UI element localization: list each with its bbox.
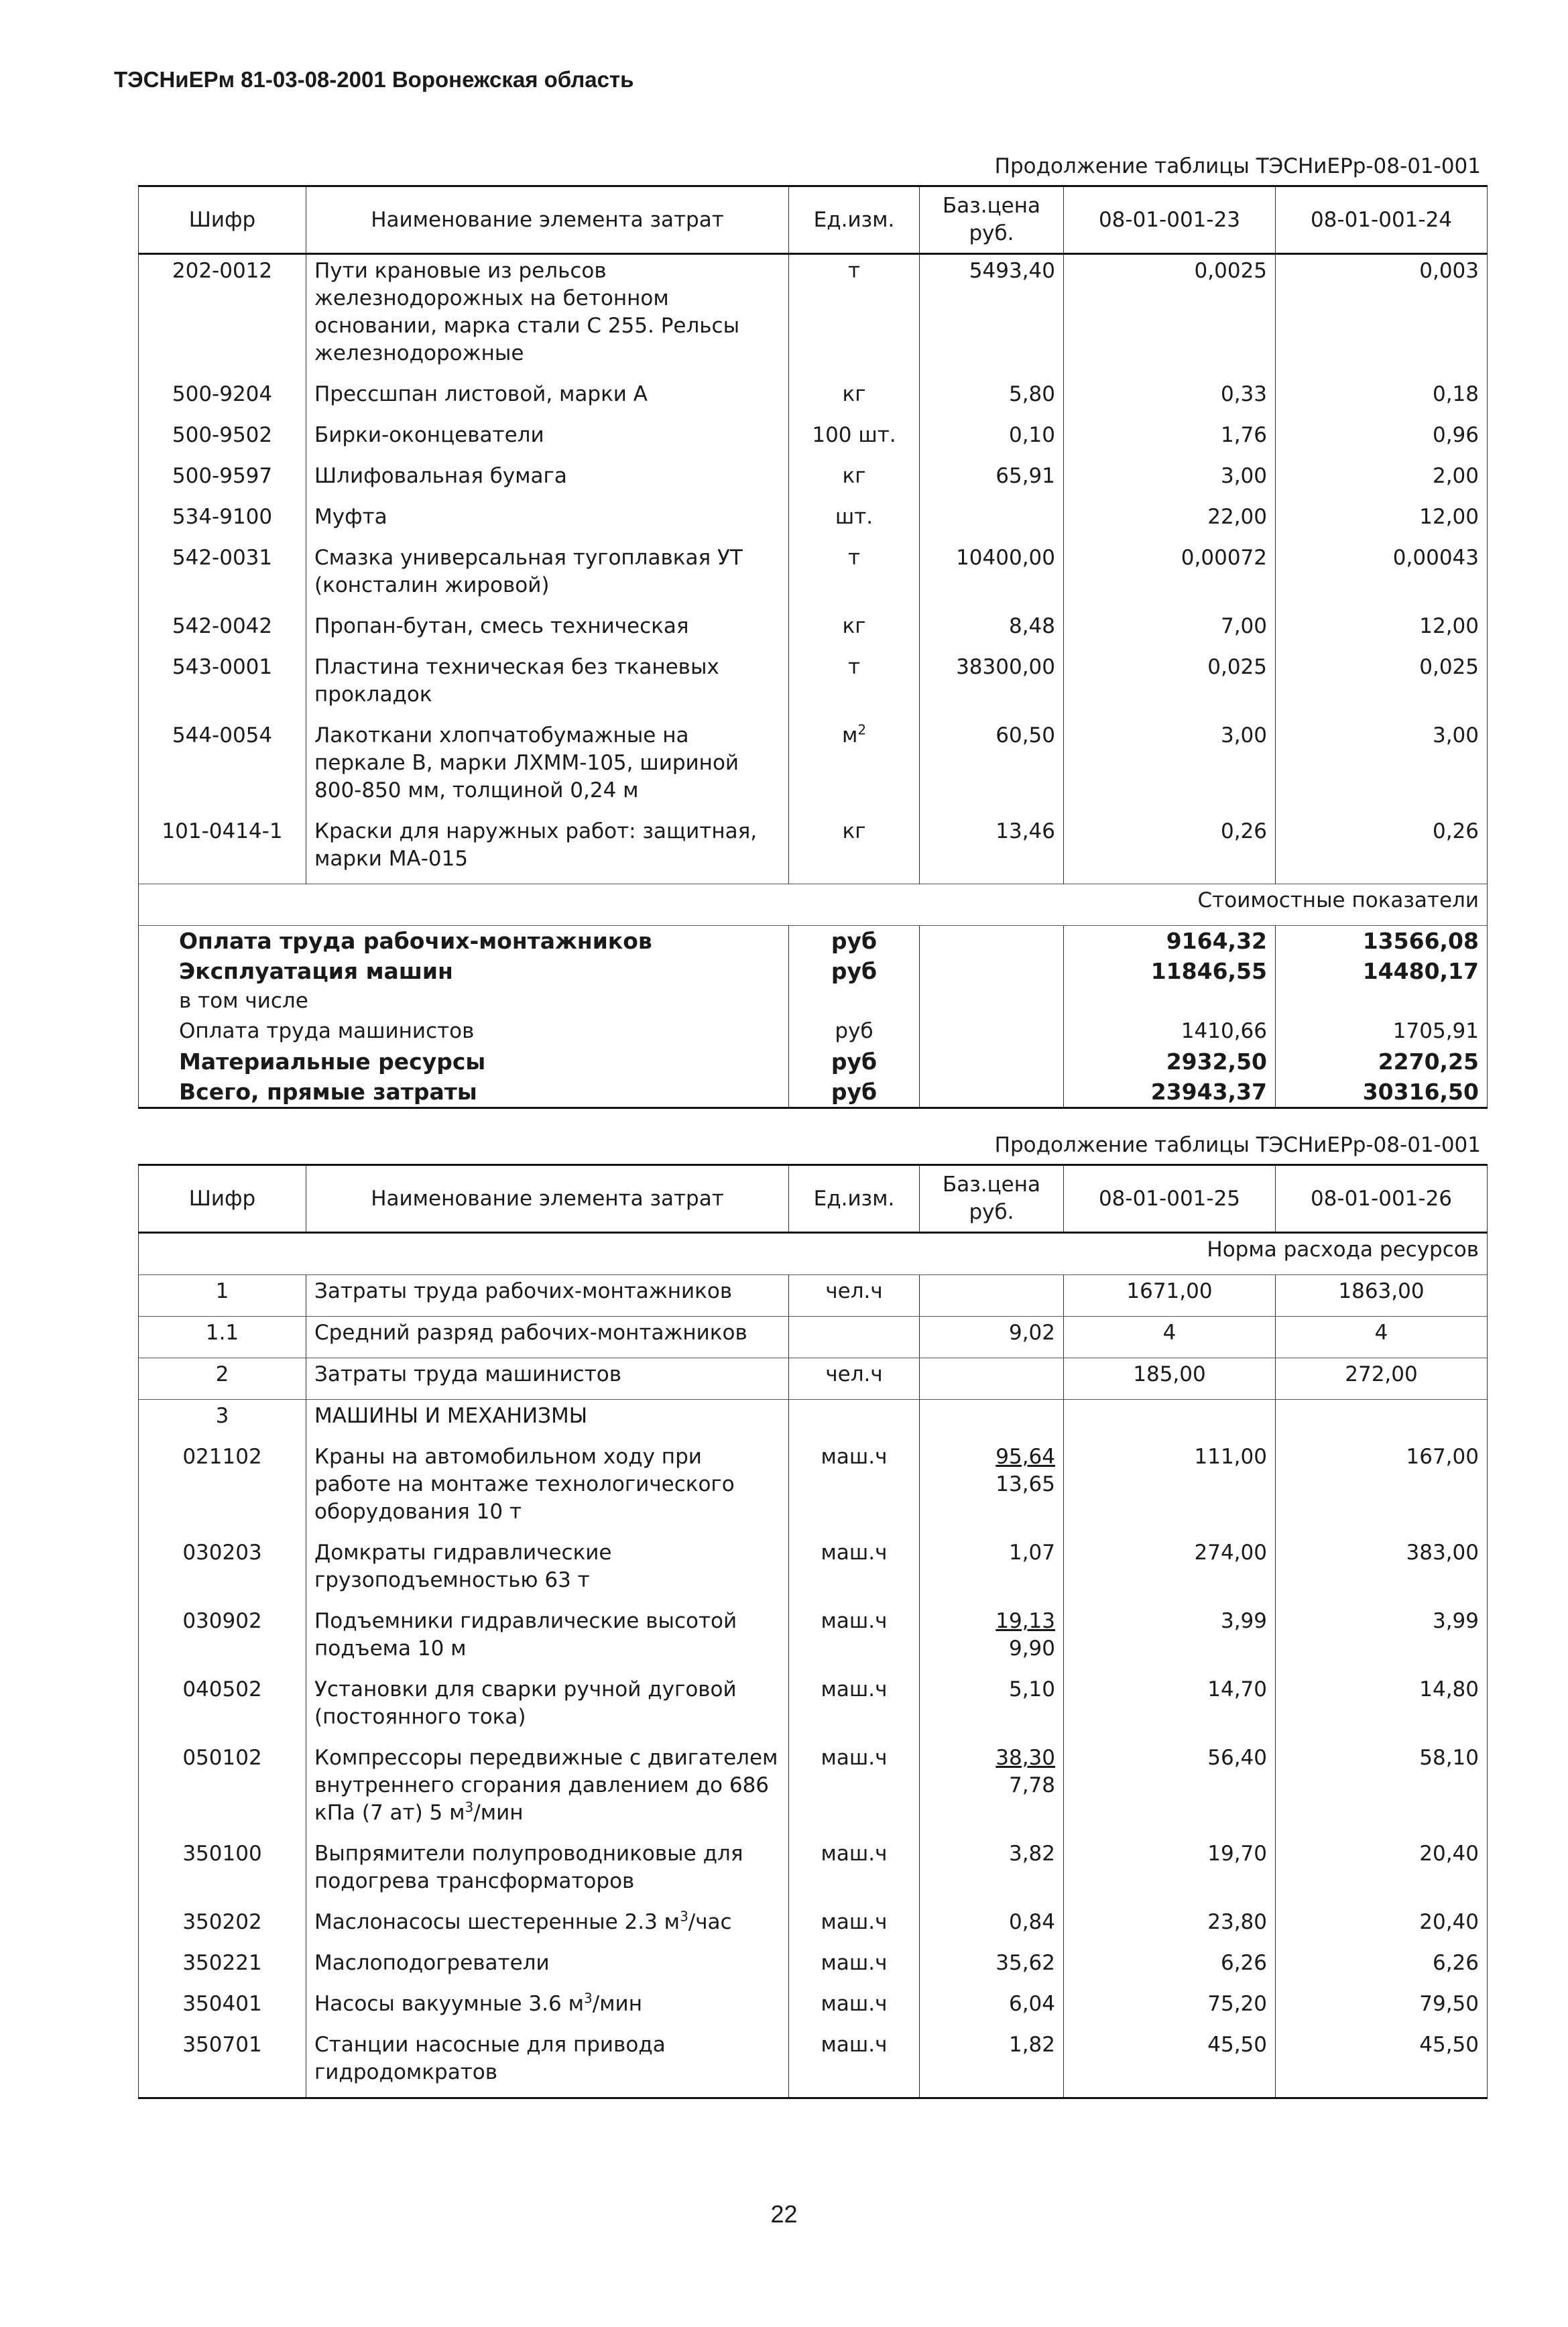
cost-row-value-a: 1410,66 bbox=[1064, 1016, 1276, 1047]
header-price: Баз.цена руб. bbox=[920, 1165, 1064, 1233]
table-row bbox=[139, 1838, 1488, 1906]
row-unit bbox=[789, 1317, 920, 1358]
row-code: 350100 bbox=[139, 1838, 306, 1906]
row-unit: маш.ч bbox=[789, 1441, 920, 1537]
row-code: 1 bbox=[139, 1275, 306, 1317]
row-unit: маш.ч bbox=[789, 1673, 920, 1742]
row-unit: кг bbox=[789, 610, 920, 651]
row-name: Станции насосные для привода гидродомкратов bbox=[306, 2029, 789, 2098]
row-name: МАШИНЫ И МЕХАНИЗМЫ bbox=[306, 1400, 789, 1441]
row-unit: т bbox=[789, 254, 920, 379]
row-price bbox=[920, 1742, 1064, 1838]
row-name: Установки для сварки ручной дуговой (постоянного тока) bbox=[306, 1673, 789, 1742]
row-price bbox=[920, 1275, 1064, 1317]
cost-section-title: Стоимостные показатели bbox=[139, 884, 1488, 926]
table-row bbox=[139, 378, 1488, 419]
row-code: 030902 bbox=[139, 1605, 306, 1673]
row-code: 1.1 bbox=[139, 1317, 306, 1358]
row-value-a: 22,00 bbox=[1064, 501, 1276, 542]
row-name: Лакоткани хлопчатобумажные на перкале В, марки ЛХММ-105, шириной 800-850 мм, толщиной 0,24 м bbox=[306, 719, 789, 815]
row-price-secondary: 13,65 bbox=[996, 1472, 1055, 1496]
cost-row-value-a: 11846,55 bbox=[1064, 956, 1276, 986]
row-value-a: 7,00 bbox=[1064, 610, 1276, 651]
row-name: Муфта bbox=[306, 501, 789, 542]
cost-row-value-a bbox=[1064, 986, 1276, 1016]
row-value-b: 79,50 bbox=[1276, 1988, 1488, 2029]
cost-row-name: Оплата труда машинистов bbox=[139, 1016, 789, 1047]
row-code: 350202 bbox=[139, 1906, 306, 1947]
header-col-a: 08-01-001-25 bbox=[1064, 1165, 1276, 1233]
row-unit: чел.ч bbox=[789, 1358, 920, 1400]
row-unit bbox=[789, 1400, 920, 1441]
cost-row-name: Всего, прямые затраты bbox=[139, 1077, 789, 1108]
cost-row-name: Эксплуатация машин bbox=[139, 956, 789, 986]
row-value-a: 0,0025 bbox=[1064, 254, 1276, 379]
table-row bbox=[139, 1441, 1488, 1537]
row-value-a: 45,50 bbox=[1064, 2029, 1276, 2098]
row-name: Пропан-бутан, смесь техническая bbox=[306, 610, 789, 651]
table-row bbox=[139, 1988, 1488, 2029]
cost-row-unit: руб bbox=[789, 1047, 920, 1077]
page-number: 22 bbox=[770, 2200, 798, 2228]
table-row bbox=[139, 419, 1488, 460]
row-value-b: 0,003 bbox=[1276, 254, 1488, 379]
table-row bbox=[139, 1906, 1488, 1947]
row-value-a: 19,70 bbox=[1064, 1838, 1276, 1906]
row-unit: т bbox=[789, 651, 920, 719]
row-code: 543-0001 bbox=[139, 651, 306, 719]
row-code: 350401 bbox=[139, 1988, 306, 2029]
row-value-a: 14,70 bbox=[1064, 1673, 1276, 1742]
cost-row bbox=[139, 956, 1488, 986]
table-row bbox=[139, 1673, 1488, 1742]
cost-row-value-b: 13566,08 bbox=[1276, 926, 1488, 957]
row-name: Маслоподогреватели bbox=[306, 1947, 789, 1988]
row-value-b: 3,99 bbox=[1276, 1605, 1488, 1673]
row-name: Домкраты гидравлические грузоподъемностью 63 т bbox=[306, 1537, 789, 1605]
table-row bbox=[139, 501, 1488, 542]
row-value-b: 20,40 bbox=[1276, 1906, 1488, 1947]
header-col-b: 08-01-001-26 bbox=[1276, 1165, 1488, 1233]
row-price: 35,62 bbox=[920, 1947, 1064, 1988]
row-name: Шлифовальная бумага bbox=[306, 460, 789, 501]
row-code: 021102 bbox=[139, 1441, 306, 1537]
row-price bbox=[920, 1441, 1064, 1537]
table-row bbox=[139, 651, 1488, 719]
row-code: 050102 bbox=[139, 1742, 306, 1838]
row-value-a: 6,26 bbox=[1064, 1947, 1276, 1988]
cost-row-price bbox=[920, 956, 1064, 986]
row-value-a: 4 bbox=[1064, 1317, 1276, 1358]
table-row bbox=[139, 1358, 1488, 1400]
row-price-secondary: 9,90 bbox=[1008, 1636, 1055, 1661]
row-price bbox=[920, 501, 1064, 542]
row-code: 500-9597 bbox=[139, 460, 306, 501]
row-value-b: 383,00 bbox=[1276, 1537, 1488, 1605]
cost-row bbox=[139, 926, 1488, 957]
row-value-b: 3,00 bbox=[1276, 719, 1488, 815]
row-unit: маш.ч bbox=[789, 1838, 920, 1906]
row-code: 500-9502 bbox=[139, 419, 306, 460]
row-value-b: 167,00 bbox=[1276, 1441, 1488, 1537]
cost-row-value-b: 2270,25 bbox=[1276, 1047, 1488, 1077]
row-value-a: 1671,00 bbox=[1064, 1275, 1276, 1317]
row-value-a: 3,00 bbox=[1064, 719, 1276, 815]
cost-row-value-b: 30316,50 bbox=[1276, 1077, 1488, 1108]
row-unit: т bbox=[789, 542, 920, 610]
table-row bbox=[139, 2029, 1488, 2098]
table-row bbox=[139, 460, 1488, 501]
row-price-main: 38,30 bbox=[996, 1746, 1055, 1770]
row-code: 544-0054 bbox=[139, 719, 306, 815]
row-value-b: 0,025 bbox=[1276, 651, 1488, 719]
row-name: Выпрямители полупроводниковые для подогрева трансформаторов bbox=[306, 1838, 789, 1906]
row-value-b: 2,00 bbox=[1276, 460, 1488, 501]
table-row bbox=[139, 1275, 1488, 1317]
row-price: 60,50 bbox=[920, 719, 1064, 815]
cost-row-value-a: 9164,32 bbox=[1064, 926, 1276, 957]
row-code: 2 bbox=[139, 1358, 306, 1400]
row-unit: кг bbox=[789, 378, 920, 419]
row-code: 202-0012 bbox=[139, 254, 306, 379]
header-price: Баз.цена руб. bbox=[920, 186, 1064, 254]
row-name: Насосы вакуумные 3.6 $м^3$/мин bbox=[306, 1988, 789, 2029]
cost-row-price bbox=[920, 1077, 1064, 1108]
table-row bbox=[139, 815, 1488, 884]
row-unit: шт. bbox=[789, 501, 920, 542]
cost-row-value-b bbox=[1276, 986, 1488, 1016]
row-unit: чел.ч bbox=[789, 1275, 920, 1317]
row-value-a: 0,00072 bbox=[1064, 542, 1276, 610]
cost-row bbox=[139, 1077, 1488, 1108]
table-row bbox=[139, 1400, 1488, 1441]
header-unit: Ед.изм. bbox=[789, 186, 920, 254]
cost-row-unit: руб bbox=[789, 1016, 920, 1047]
cost-row bbox=[139, 1016, 1488, 1047]
cost-row-value-b: 14480,17 bbox=[1276, 956, 1488, 986]
table-row bbox=[139, 1537, 1488, 1605]
cost-row-price bbox=[920, 926, 1064, 957]
row-name: Прессшпан листовой, марки А bbox=[306, 378, 789, 419]
row-value-b: 4 bbox=[1276, 1317, 1488, 1358]
row-unit: кг bbox=[789, 815, 920, 884]
table-row bbox=[139, 610, 1488, 651]
row-value-b: 12,00 bbox=[1276, 501, 1488, 542]
cost-row-unit: руб bbox=[789, 956, 920, 986]
table-row bbox=[139, 1947, 1488, 1988]
cost-section-row bbox=[139, 884, 1488, 926]
row-value-a: 0,33 bbox=[1064, 378, 1276, 419]
header-name: Наименование элемента затрат bbox=[306, 1165, 789, 1233]
row-code: 542-0042 bbox=[139, 610, 306, 651]
row-price: 8,48 bbox=[920, 610, 1064, 651]
row-price bbox=[920, 1358, 1064, 1400]
header-col-b: 08-01-001-24 bbox=[1276, 186, 1488, 254]
row-value-b: 0,18 bbox=[1276, 378, 1488, 419]
table1-caption: Продолжение таблицы ТЭСНиЕРр-08-01-001 bbox=[994, 154, 1481, 178]
header-code: Шифр bbox=[139, 1165, 306, 1233]
row-value-b: 58,10 bbox=[1276, 1742, 1488, 1838]
table-row bbox=[139, 1317, 1488, 1358]
row-value-b: 272,00 bbox=[1276, 1358, 1488, 1400]
row-name: Пути крановые из рельсов железнодорожных на бетонном основании, марка стали С 255. Рельсы железнодорожные bbox=[306, 254, 789, 379]
table2 bbox=[138, 1164, 1488, 2099]
table1 bbox=[138, 185, 1488, 1109]
table-row bbox=[139, 719, 1488, 815]
header-col-a: 08-01-001-23 bbox=[1064, 186, 1276, 254]
row-value-a: 111,00 bbox=[1064, 1441, 1276, 1537]
row-name: Средний разряд рабочих-монтажников bbox=[306, 1317, 789, 1358]
row-unit: маш.ч bbox=[789, 1988, 920, 2029]
row-code: 040502 bbox=[139, 1673, 306, 1742]
row-value-b: 20,40 bbox=[1276, 1838, 1488, 1906]
row-value-b: 1863,00 bbox=[1276, 1275, 1488, 1317]
row-name: Маслонасосы шестеренные 2.3 $м^3$/час bbox=[306, 1906, 789, 1947]
row-value-a: 185,00 bbox=[1064, 1358, 1276, 1400]
section-row bbox=[139, 1233, 1488, 1275]
table-row bbox=[139, 1742, 1488, 1838]
header-code: Шифр bbox=[139, 186, 306, 254]
table1-header-row bbox=[139, 186, 1488, 254]
row-unit: $м^2$ bbox=[789, 719, 920, 815]
row-price: 6,04 bbox=[920, 1988, 1064, 2029]
row-value-a: 75,20 bbox=[1064, 1988, 1276, 2029]
row-name: Компрессоры передвижные с двигателем внутреннего сгорания давлением до 686 кПа (7 ат) 5 $м^3$/мин bbox=[306, 1742, 789, 1838]
page-header: ТЭСНиЕРм 81-03-08-2001 Воронежская область bbox=[114, 67, 634, 92]
row-price: 13,46 bbox=[920, 815, 1064, 884]
row-name: Краны на автомобильном ходу при работе на монтаже технологического оборудования 10 т bbox=[306, 1441, 789, 1537]
row-unit: маш.ч bbox=[789, 1742, 920, 1838]
cost-row-value-b: 1705,91 bbox=[1276, 1016, 1488, 1047]
table-row bbox=[139, 1605, 1488, 1673]
cost-row-name: в том числе bbox=[139, 986, 789, 1016]
row-price: 5,10 bbox=[920, 1673, 1064, 1742]
row-code: 534-9100 bbox=[139, 501, 306, 542]
row-unit: маш.ч bbox=[789, 1906, 920, 1947]
row-value-b: 45,50 bbox=[1276, 2029, 1488, 2098]
row-name: Смазка универсальная тугоплавкая УТ (конcталин жировой) bbox=[306, 542, 789, 610]
row-value-a: 3,00 bbox=[1064, 460, 1276, 501]
cost-row-price bbox=[920, 1047, 1064, 1077]
row-code: 542-0031 bbox=[139, 542, 306, 610]
row-price: 0,10 bbox=[920, 419, 1064, 460]
section-title: Норма расхода ресурсов bbox=[139, 1233, 1488, 1275]
row-value-a: 56,40 bbox=[1064, 1742, 1276, 1838]
row-value-b: 14,80 bbox=[1276, 1673, 1488, 1742]
row-name: Подъемники гидравлические высотой подъема 10 м bbox=[306, 1605, 789, 1673]
row-price bbox=[920, 1400, 1064, 1441]
row-price bbox=[920, 1605, 1064, 1673]
cost-row-value-a: 2932,50 bbox=[1064, 1047, 1276, 1077]
row-unit: маш.ч bbox=[789, 2029, 920, 2098]
cost-row-price bbox=[920, 1016, 1064, 1047]
row-value-b: 6,26 bbox=[1276, 1947, 1488, 1988]
row-name: Бирки-оконцеватели bbox=[306, 419, 789, 460]
cost-row bbox=[139, 986, 1488, 1016]
row-value-a: 0,025 bbox=[1064, 651, 1276, 719]
row-value-a bbox=[1064, 1400, 1276, 1441]
row-value-b: 0,00043 bbox=[1276, 542, 1488, 610]
row-unit: 100 шт. bbox=[789, 419, 920, 460]
row-price: 0,84 bbox=[920, 1906, 1064, 1947]
row-code: 350701 bbox=[139, 2029, 306, 2098]
row-price: 9,02 bbox=[920, 1317, 1064, 1358]
row-value-a: 3,99 bbox=[1064, 1605, 1276, 1673]
row-price: 5,80 bbox=[920, 378, 1064, 419]
row-value-a: 1,76 bbox=[1064, 419, 1276, 460]
header-unit: Ед.изм. bbox=[789, 1165, 920, 1233]
row-price: 10400,00 bbox=[920, 542, 1064, 610]
row-value-a: 0,26 bbox=[1064, 815, 1276, 884]
row-code: 500-9204 bbox=[139, 378, 306, 419]
row-name: Краски для наружных работ: защитная, марки МА-015 bbox=[306, 815, 789, 884]
table2-caption: Продолжение таблицы ТЭСНиЕРр-08-01-001 bbox=[994, 1133, 1481, 1157]
row-code: 101-0414-1 bbox=[139, 815, 306, 884]
row-unit: маш.ч bbox=[789, 1947, 920, 1988]
row-value-b: 12,00 bbox=[1276, 610, 1488, 651]
cost-row-value-a: 23943,37 bbox=[1064, 1077, 1276, 1108]
cost-row-name: Материальные ресурсы bbox=[139, 1047, 789, 1077]
row-value-a: 274,00 bbox=[1064, 1537, 1276, 1605]
cost-row-price bbox=[920, 986, 1064, 1016]
row-value-b bbox=[1276, 1400, 1488, 1441]
row-price-main: 95,64 bbox=[996, 1445, 1055, 1469]
row-name: Затраты труда рабочих-монтажников bbox=[306, 1275, 789, 1317]
cost-row bbox=[139, 1047, 1488, 1077]
row-price-main: 19,13 bbox=[996, 1609, 1055, 1633]
table-row bbox=[139, 254, 1488, 379]
row-name: Затраты труда машинистов bbox=[306, 1358, 789, 1400]
row-price: 3,82 bbox=[920, 1838, 1064, 1906]
cost-row-unit bbox=[789, 986, 920, 1016]
row-unit: маш.ч bbox=[789, 1605, 920, 1673]
table2-header-row bbox=[139, 1165, 1488, 1233]
row-price: 1,07 bbox=[920, 1537, 1064, 1605]
row-value-b: 0,26 bbox=[1276, 815, 1488, 884]
row-value-a: 23,80 bbox=[1064, 1906, 1276, 1947]
cost-row-name: Оплата труда рабочих-монтажников bbox=[139, 926, 789, 957]
row-value-b: 0,96 bbox=[1276, 419, 1488, 460]
row-unit: маш.ч bbox=[789, 1537, 920, 1605]
row-code: 3 bbox=[139, 1400, 306, 1441]
row-name: Пластина техническая без тканевых прокладок bbox=[306, 651, 789, 719]
row-code: 030203 bbox=[139, 1537, 306, 1605]
row-unit: кг bbox=[789, 460, 920, 501]
row-price: 1,82 bbox=[920, 2029, 1064, 2098]
table-row bbox=[139, 542, 1488, 610]
row-price: 65,91 bbox=[920, 460, 1064, 501]
cost-row-unit: руб bbox=[789, 926, 920, 957]
row-price: 5493,40 bbox=[920, 254, 1064, 379]
row-code: 350221 bbox=[139, 1947, 306, 1988]
row-price: 38300,00 bbox=[920, 651, 1064, 719]
cost-row-unit: руб bbox=[789, 1077, 920, 1108]
row-price-secondary: 7,78 bbox=[1008, 1773, 1055, 1797]
header-name: Наименование элемента затрат bbox=[306, 186, 789, 254]
